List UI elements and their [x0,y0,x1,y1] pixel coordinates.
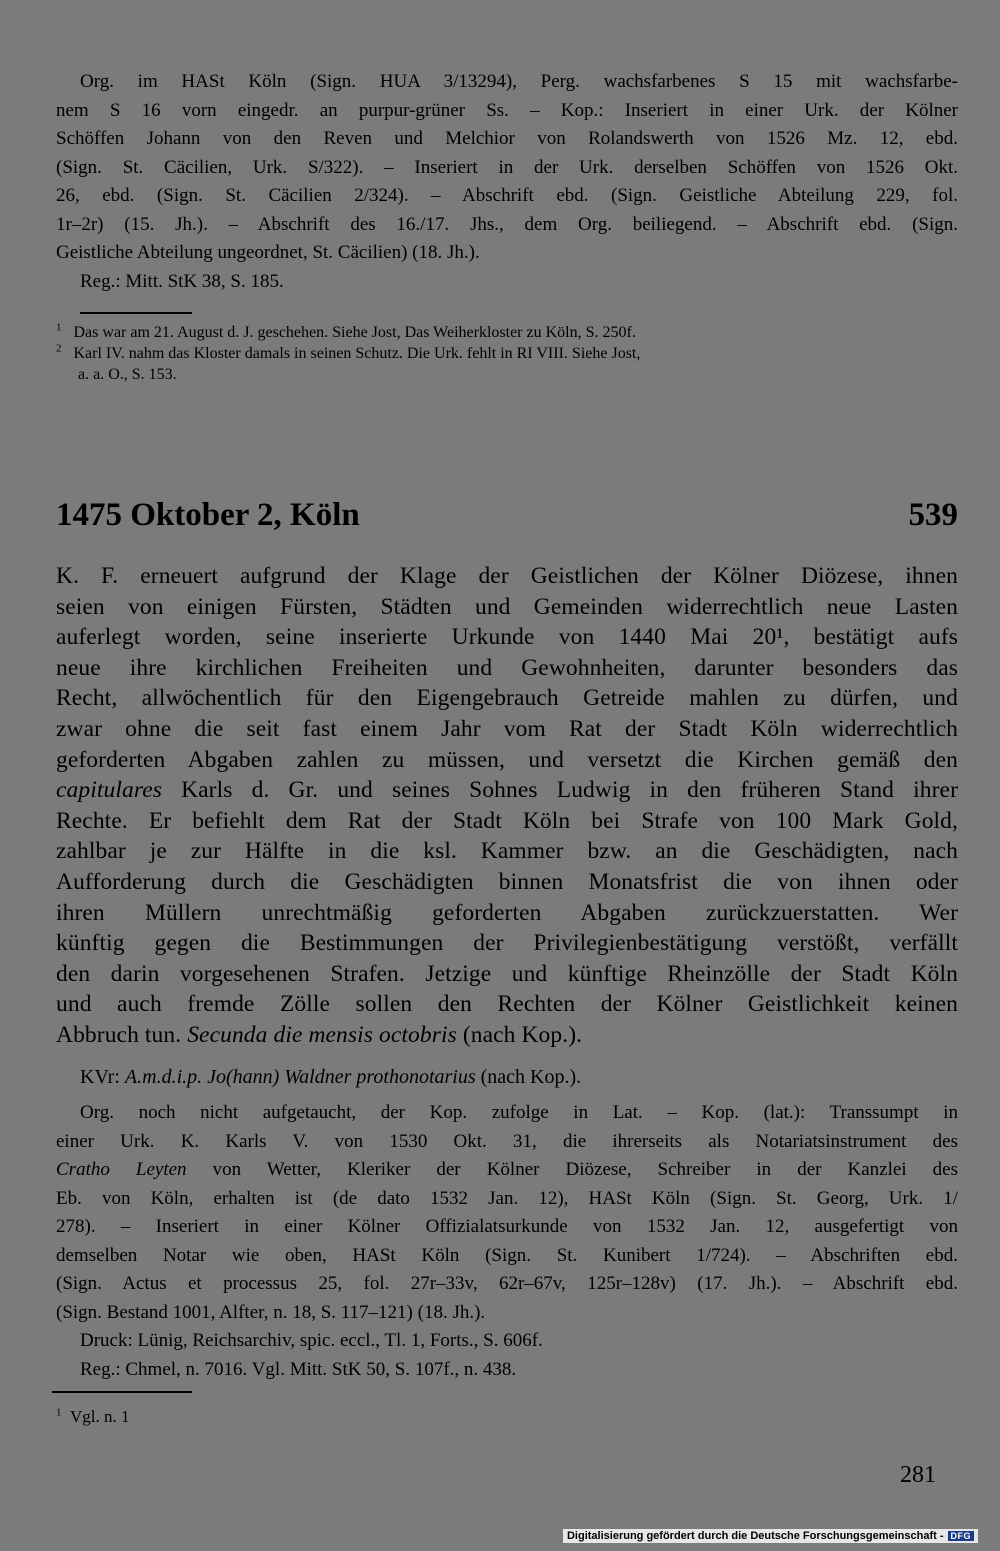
footnote-text: Das war am 21. August d. J. geschehen. Siehe Jost, Das Weiherkloster zu Köln, S. 250f. [73,324,636,341]
footnote-mark: 1 [56,321,62,334]
entry-regest [56,561,958,1051]
prev-tradition-line: Schöffen Johann von den Reven und Melchior von Rolandswerth von 1526 Mz. 12, ebd. [56,128,958,149]
regest-line: auferlegt worden, seine inserierte Urkunde von 1440 Mai 20¹, bestätigt aufs [56,624,958,651]
footnote [56,364,958,385]
regest-line: und auch fremde Zölle sollen den Rechten der Kölner Geistlichkeit keinen [56,991,958,1018]
page-number: 281 [900,1462,936,1488]
reg-line: Reg.: Chmel, n. 7016. Vgl. Mitt. StK 50, S. 107f., n. 438. [80,1358,517,1380]
footnote-mark: 1 [56,1406,62,1419]
latin-phrase: A.m.d.i.p. Jo(hann) Waldner prothonotarius [124,1066,476,1088]
regest-line: zahlbar je zur Hälfte in die ksl. Kammer bzw. an die Geschädigten, nach [56,838,958,865]
prev-tradition-line: nem S 16 vorn eingedr. an purpur-grüner Ss. – Kop.: Inseriert in einer Urk. der Kölner [56,99,958,121]
funding-note: Digitalisierung gefördert durch die Deutsche Forschungsgemeinschaft - [566,1530,944,1542]
entry-heading [56,493,958,537]
footnote-mark: 2 [56,342,62,355]
tradition-line: 278). – Inseriert in einer Kölner Offizialatsurkunde von 1532 Jan. 12, ausgefertigt von [56,1216,958,1237]
prev-footnotes [56,322,958,385]
kanzleivermerk [56,1063,958,1092]
prev-tradition-line: (Sign. St. Cäcilien, Urk. S/322). – Inseriert in der Urk. derselben Schöffen von 1526 Okt. [56,156,958,178]
prev-tradition-line: 1r–2r) (15. Jh.). – Abschrift des 16./17. Jhs., dem Org. beiliegend. – Abschrift ebd. (Sign. [56,213,958,235]
tradition-line: (Sign. Actus et processus 25, fol. 27r–33v, 62r–67v, 125r–128v) (17. Jh.). – Abschrift ebd. [56,1273,958,1294]
regest-line: seien von einigen Fürsten, Städten und Gemeinden widerrechtlich neue Lasten [56,593,958,620]
footnote [56,343,958,364]
kvr-line: KVr: A.m.d.i.p. Jo(hann) Waldner prothonotarius (nach Kop.). [80,1066,582,1088]
footnote [56,1406,958,1427]
entry-number: 539 [908,497,958,533]
latin-phrase: Secunda die mensis octobris [187,1021,457,1048]
entry-date-place: 1475 Oktober 2, Köln [56,497,360,533]
entry-tradition [56,1099,958,1384]
regest-line: K. F. erneuert aufgrund der Klage der Geistlichen der Kölner Diözese, ihnen [56,563,958,589]
footnote [56,322,958,343]
latin-phrase: capitulares [56,777,162,804]
regest-line: Rechte. Er befiehlt dem Rat der Stadt Köln bei Strafe von 100 Mark Gold, [56,807,958,834]
regest-line: Abbruch tun. Secunda die mensis octobris (nach Kop.). [56,1021,583,1048]
regest-line: Aufforderung durch die Geschädigten binnen Monatsfrist die von ihnen oder [56,868,958,895]
regest-line: künftig gegen die Bestimmungen der Privilegienbestätigung verstößt, verfällt [56,930,958,957]
tradition-line: Eb. von Köln, erhalten ist (de dato 1532 Jan. 12), HASt Köln (Sign. St. Georg, Urk. 1/ [56,1187,958,1209]
tradition-line: (Sign. Bestand 1001, Alfter, n. 18, S. 117–121) (18. Jh.). [56,1301,486,1323]
druck-line: Druck: Lünig, Reichsarchiv, spic. eccl., Tl. 1, Forts., S. 606f. [80,1330,543,1351]
prev-reg-line: Reg.: Mitt. StK 38, S. 185. [80,270,284,292]
regest-line: geforderten Abgaben zahlen zu müssen, und versetzt die Kirchen gemäß den [56,746,958,773]
latin-phrase: Cratho Leyten [56,1159,187,1180]
dfg-logo-icon: DFG [948,1531,975,1541]
tradition-line: demselben Notar wie oben, HASt Köln (Sign. St. Kunibert 1/724). – Abschriften ebd. [56,1244,958,1266]
prev-tradition-line: Org. im HASt Köln (Sign. HUA 3/13294), Perg. wachsfarbenes S 15 mit wachsfarbe- [80,71,958,92]
regest-line: den darin vorgesehenen Strafen. Jetzige und künftige Rheinzölle der Stadt Köln [56,960,958,987]
tradition-line: Cratho Leyten von Wetter, Kleriker der Kölner Diözese, Schreiber in der Kanzlei des [56,1159,958,1180]
footnote-separator [52,1391,192,1393]
regest-line: zwar ohne die seit fast einem Jahr vom Rat der Stadt Köln widerrechtlich [56,715,958,742]
regest-line: neue ihre kirchlichen Freiheiten und Gewohnheiten, darunter besonders das [56,654,958,681]
footnote-separator [80,312,192,314]
prev-entry-tradition [56,68,958,296]
entry-footnotes [56,1406,958,1427]
footnote-text: a. a. O., S. 153. [78,366,177,383]
footnote-text: Vgl. n. 1 [70,1407,130,1426]
funding-credit [563,1529,978,1543]
regest-line: Recht, allwöchentlich für den Eigengebrauch Getreide mahlen zu dürfen, und [56,685,958,712]
prev-tradition-line: 26, ebd. (Sign. St. Cäcilien 2/324). – Abschrift ebd. (Sign. Geistliche Abteilung 229, fol. [56,185,958,206]
regest-line: capitulares Karls d. Gr. und seines Sohnes Ludwig in den früheren Stand ihrer [56,777,958,804]
prev-tradition-line: Geistliche Abteilung ungeordnet, St. Cäcilien) (18. Jh.). [56,242,480,263]
tradition-line: Org. noch nicht aufgetaucht, der Kop. zufolge in Lat. – Kop. (lat.): Transsumpt in [80,1102,958,1123]
regest-line: ihren Müllern unrechtmäßig geforderten Abgaben zurückzuerstatten. Wer [56,899,958,926]
footnote-text: Karl IV. nahm das Kloster damals in seinen Schutz. Die Urk. fehlt in RI VIII. Siehe Jost, [73,345,641,362]
tradition-line: einer Urk. K. Karls V. von 1530 Okt. 31, die ihrerseits als Notariatsinstrument des [56,1130,958,1152]
